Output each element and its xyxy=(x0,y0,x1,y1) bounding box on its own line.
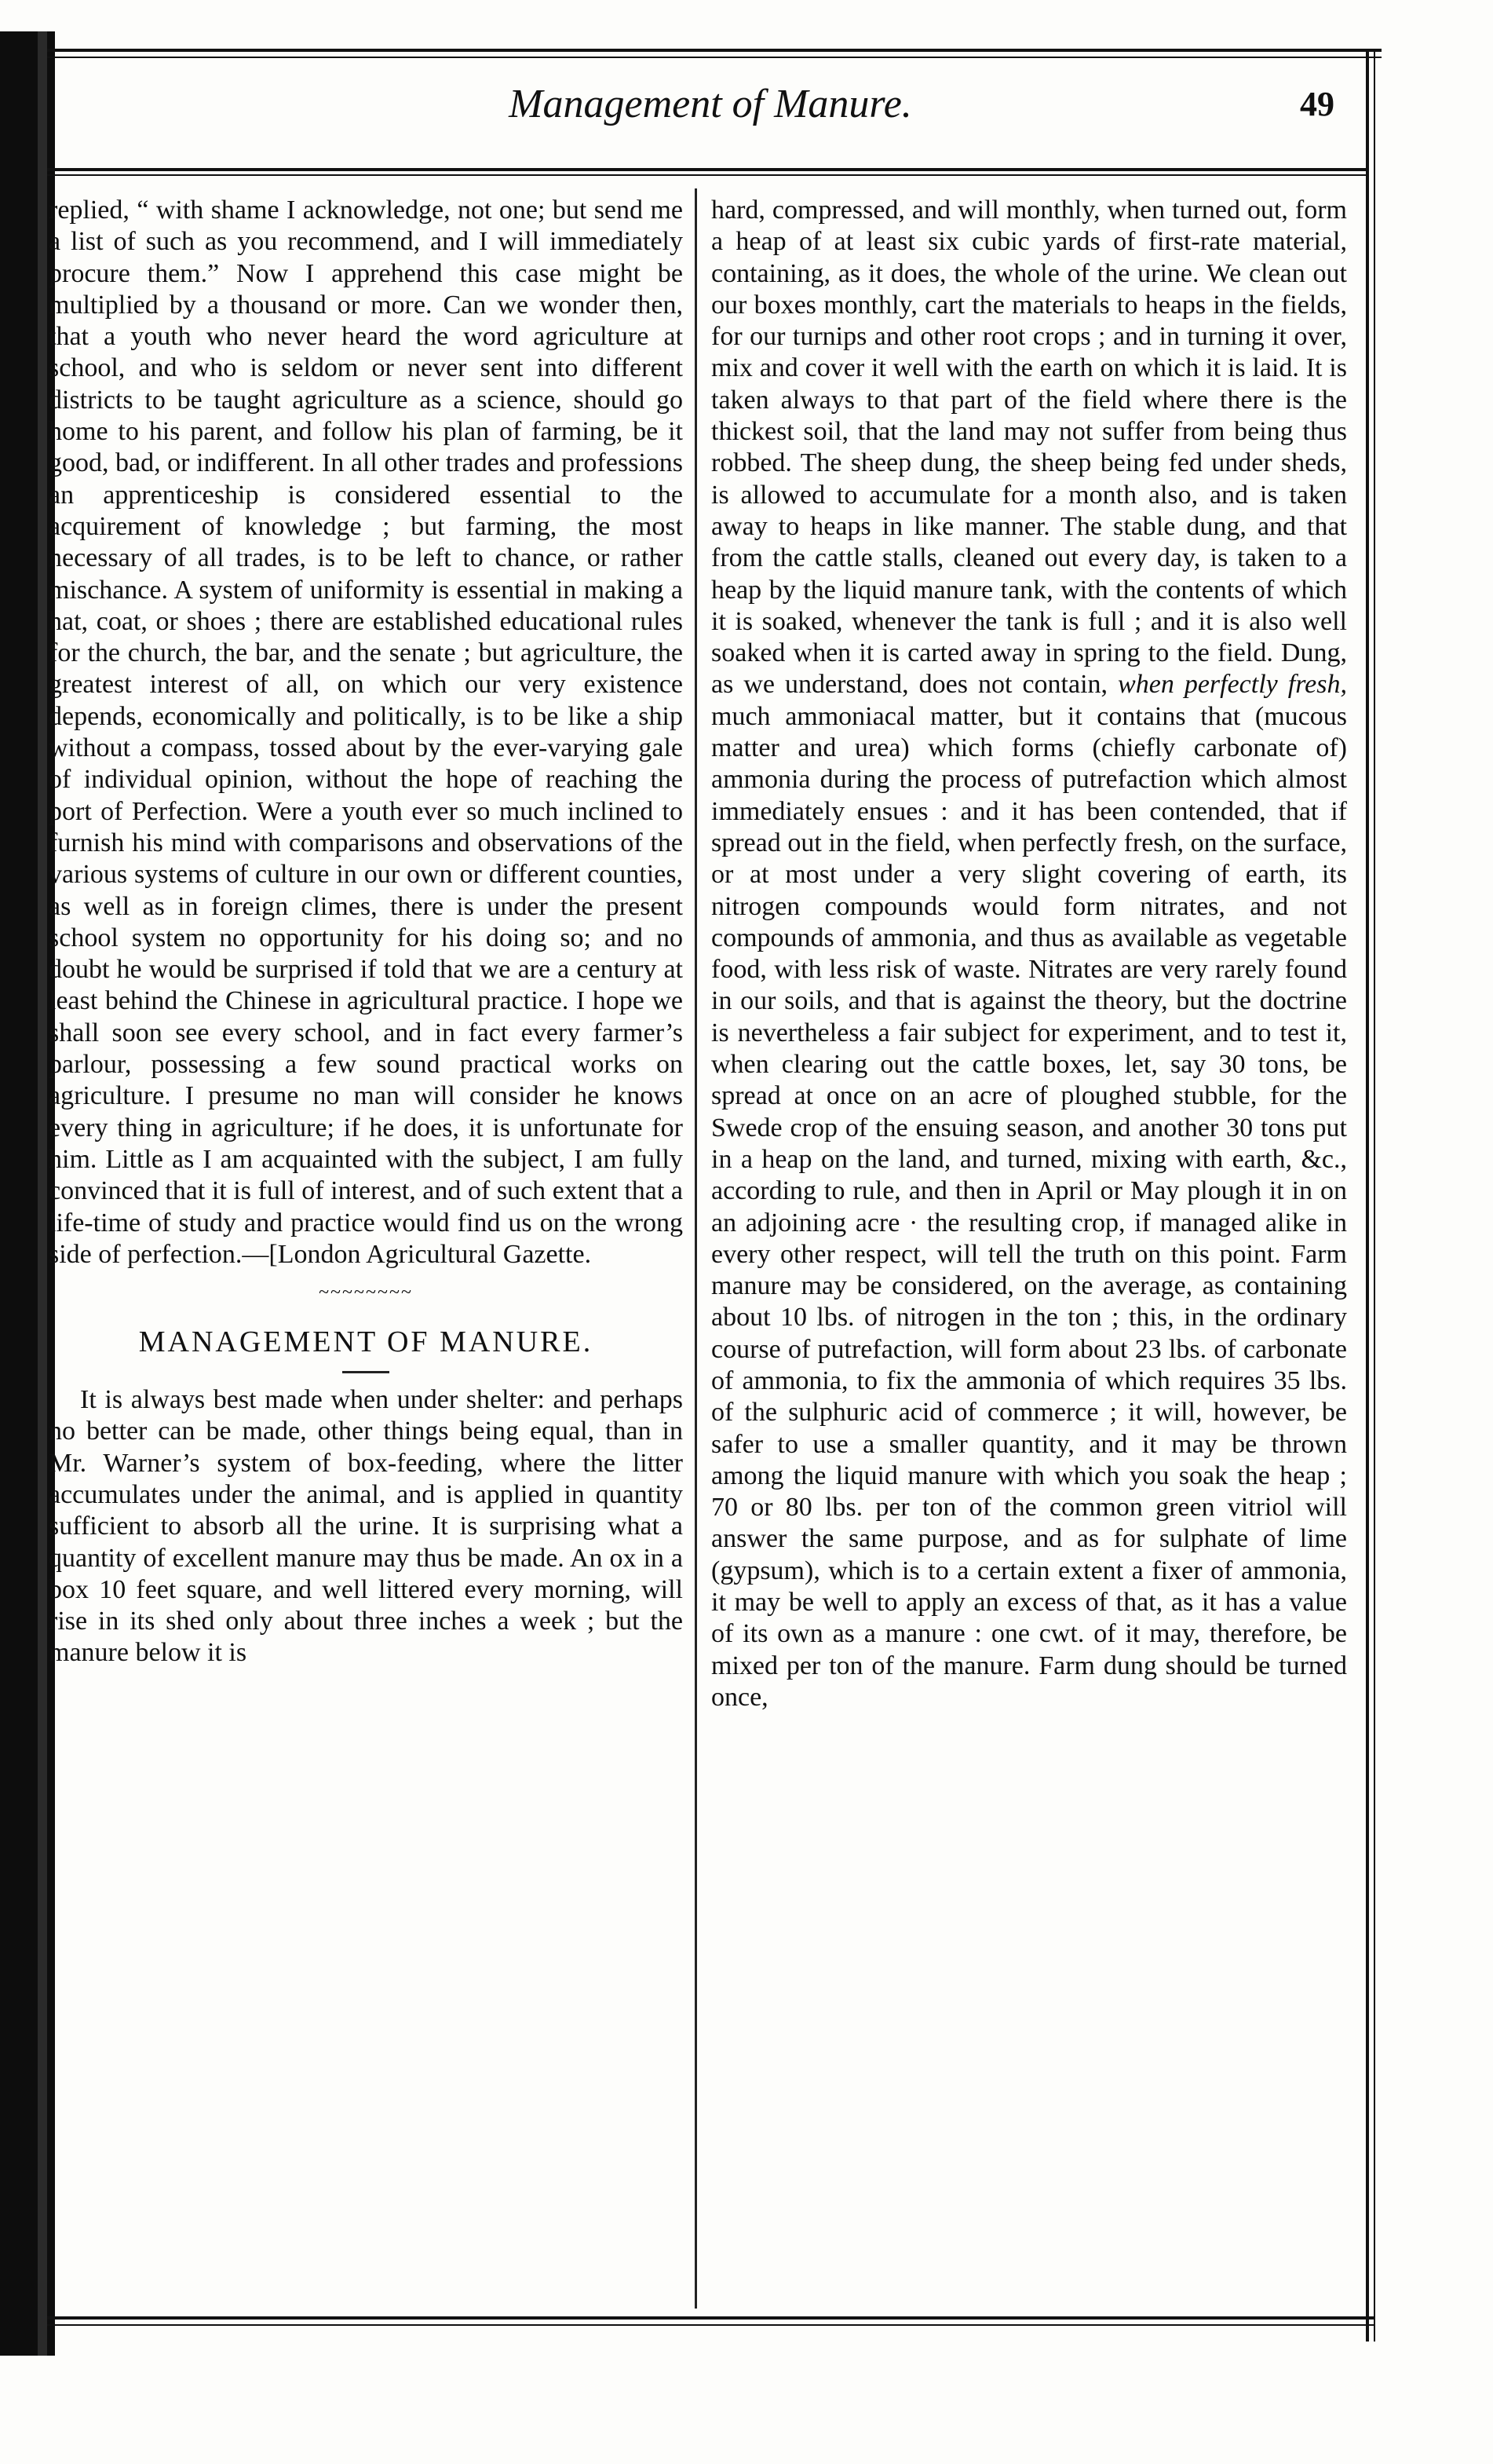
page-number: 49 xyxy=(1300,85,1334,123)
paragraph-text-part-1: hard, compressed, and will monthly, when turned out, form a heap of at least six cubic yards of first-rate material, containing, as it does, the whole of the urine. We clean out our boxes monthly, cart the materials to heaps in the fields, for our turnips and other root crops ; and in turning it over, mix and cover it well with the earth on which it is laid. It is taken always to that part of the field where there is the thickest soil, that the land may not suffer from being thus robbed. The sheep dung, the sheep being fed under sheds, is allowed to accumulate for a month also, and is taken away to heaps in like manner. The stable dung, and that from the cattle stalls, cleaned out every day, is taken to a heap by the liquid manure tank, with the contents of which it is soaked, whenever the tank is full ; and it is also well soaked when it is carted away in spring to the field. Dung, as we understand, does not contain, xyxy=(711,196,1347,700)
page-header xyxy=(71,77,1350,140)
left-column xyxy=(49,195,683,1669)
manure-article-continuation-paragraph xyxy=(711,195,1347,1713)
paragraph-text-part-2: much ammoniacal matter, but it contains that (mucous matter and urea) which forms (chiefly carbonate of) ammonia during the process of putrefaction which almost immediately ensues : and it has been contended, that if spread out in the field, when perfectly fresh, on the surface, or at most under a very slight covering of earth, its nitrogen compounds would form nitrates, and not compounds of ammonia, and thus as available as vegetable food, with less risk of waste. Nitrates are very rarely found in our soils, and that is against the theory, but the doctrine is nevertheless a fair subject for experiment, and to test it, when clearing out the cattle boxes, let, say 30 tons, be spread at once on an acre of ploughed stubble, for the Swede crop of the ensuing season, and another 30 tons put in a heap on the land, and turned, mixing with earth, &c., according to rule, and then in April or May plough it in on an adjoining acre · the resulting crop, if managed alike in every other respect, will tell the truth on this point. Farm manure may be considered, on the average, as containing about 10 lbs. of nitrogen in the ton ; this, in the ordinary course of putrefaction, will form about 23 lbs. of carbonate of ammonia, to fix the ammonia of which requires 35 lbs. of the sulphuric acid of commerce ; it will, however, be safer to use a smaller quantity, and it may be thrown among the liquid manure with which you soak the heap ; 70 or 80 lbs. per ton of the common green vitriol will answer the same purpose, and as for sulphate of lime (gypsum), which is to a certain extent a fixer of ammonia, it may be well to apply an excess of that, as it has a value of its own as a manure : one cwt. of it may, therefore, be mixed per ton of the manure. Farm dung should be turned once, xyxy=(711,701,1347,1712)
bottom-border-thin-rule xyxy=(47,2324,1374,2326)
paragraph-emphasis: when perfectly fresh, xyxy=(1118,670,1347,700)
section-flourish: ~~~~~~~~ xyxy=(319,1282,413,1303)
bottom-border-rule xyxy=(47,2316,1374,2320)
right-border-rule xyxy=(1366,49,1369,2342)
top-border-rule xyxy=(47,49,1382,52)
article-continuation-paragraph: replied, “ with shame I acknowledge, not one; but send me a list of such as you recommend, and I will immediately procure them.” Now I apprehend this case might be multiplied by a thousand or more. Can we wonder then, that a youth who never heard the word agriculture at school, and who is seldom or never sent into different districts to be taught agriculture as a science, should go home to his parent, and follow his plan of farming, be it good, bad, or indifferent. In all other trades and professions an apprenticeship is considered essential to the acquirement of knowledge ; but farming, the most necessary of all trades, is to be left to chance, or rather mischance. A system of uniformity is essential in making a hat, coat, or shoes ; there are established educational rules for the church, the bar, and the senate ; but agriculture, the greatest interest of all, on which our very existence depends, economically and politically, is to be like a ship without a compass, tossed about by the ever-varying gale of individual opinion, without the hope of reaching the port of Perfection. Were a youth ever so much inclined to furnish his mind with comparisons and observations of the various systems of culture in our own or different counties, as well as in foreign climes, there is under the present school system no opportunity for his doing so; and no doubt he would be surprised if told that we are a century at least behind the Chinese in agricultural practice. I hope we shall soon see every school, and in fact every farmer’s parlour, possessing a few sound practical works on agriculture. I presume no man will consider he knows every thing in agriculture; if he does, it is unfortunate for him. Little as I am acquainted with the subject, I am fully convinced that it is full of interest, and of such extent that a life-time of study and practice would find us on the wrong side of perfection.—[London Agricultural Gazette. xyxy=(49,196,683,1269)
top-border-thin-rule xyxy=(47,57,1382,58)
right-column xyxy=(711,195,1347,1713)
title-underline xyxy=(342,1371,389,1373)
header-rule xyxy=(47,168,1366,171)
header-thin-rule xyxy=(47,174,1366,176)
column-divider xyxy=(695,188,697,2309)
manure-article-opening-paragraph: It is always best made when under shelter: and perhaps no better can be made, other things being equal, than in Mr. Warner’s system of box-feeding, where the litter accumulates under the animal, and is applied in quantity sufficient to absorb all the urine. It is surprising what a quantity of excellent manure may thus be made. An ox in a box 10 feet square, and well littered every morning, will rise in its shed only about three inches a week ; but the manure below it is xyxy=(49,1385,683,1668)
running-head: Management of Manure. xyxy=(509,82,912,126)
section-title: MANAGEMENT OF MANURE. xyxy=(138,1325,593,1359)
book-spine-edge xyxy=(38,31,47,2356)
right-border-thin-rule xyxy=(1374,49,1375,2342)
